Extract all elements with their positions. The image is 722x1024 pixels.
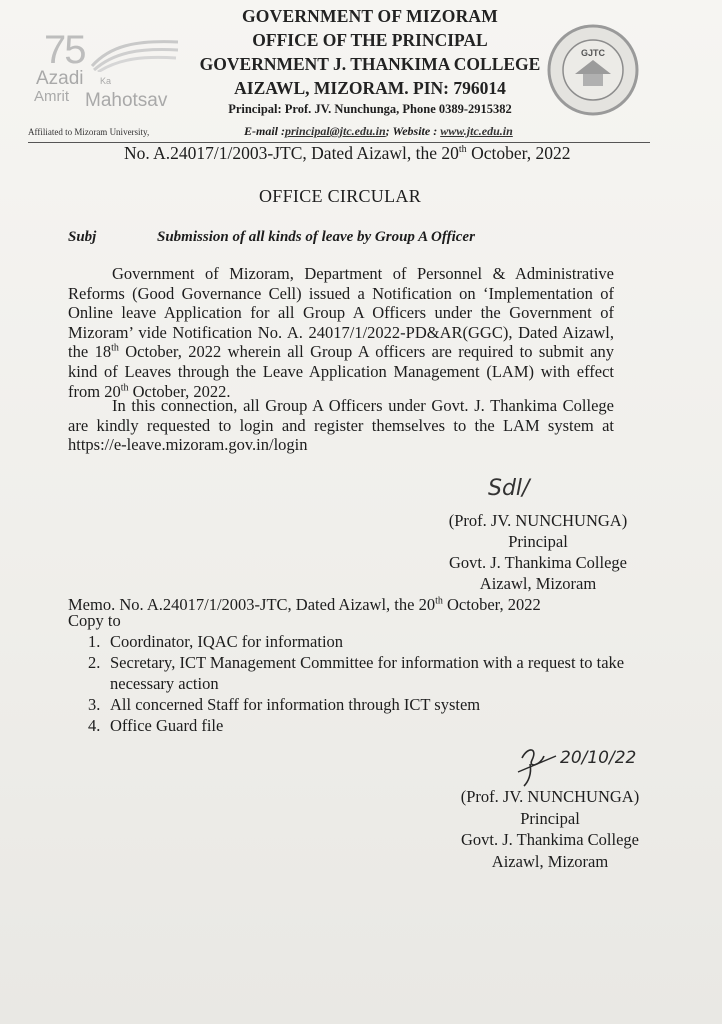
subject-text: Submission of all kinds of leave by Group A Officer (157, 229, 475, 245)
handwritten-date: 20/10/22 (560, 748, 637, 768)
website-label: ; Website : (385, 124, 438, 138)
signatory-designation: Principal (508, 532, 568, 551)
signature-mark: Sdl/ (488, 476, 530, 501)
list-item: 1. Coordinator, IQAC for information (88, 632, 344, 651)
copy-to-label: Copy to (68, 611, 121, 630)
email-label: E-mail : (244, 124, 285, 138)
signatory-designation: Principal (520, 808, 580, 828)
college-seal (545, 22, 641, 118)
signature-block-1 (372, 510, 704, 594)
memo-number: Memo. No. A.24017/1/2003-JTC, Dated Aizawl, the 20th October, 2022 (68, 595, 541, 614)
document-title: OFFICE CIRCULAR (258, 186, 422, 206)
header-principal-phone: Principal: Prof. JV. Nunchunga, Phone 0389-2915382 (228, 102, 512, 116)
body-paragraph-2: In this connection, all Group A Officers under Govt. J. Thankima College are kindly requested to login and register themselves to the LAM system at https://e-leave.mizoram.gov.in/login (68, 396, 614, 455)
azadi-logo (30, 28, 190, 118)
email-link[interactable]: principal@jtc.edu.in (285, 124, 386, 138)
flag-swoosh-icon (90, 36, 180, 72)
logo-number: 75 (44, 28, 85, 72)
signatory-college: Govt. J. Thankima College (461, 830, 639, 849)
copy-list (88, 631, 628, 736)
seal-text: GJTC (580, 48, 606, 58)
header-office: OFFICE OF THE PRINCIPAL (252, 30, 488, 50)
list-item: 4. Office Guard file (88, 716, 224, 735)
logo-line3: Amrit (34, 88, 69, 105)
signatory-name: (Prof. JV. NUNCHUNGA) (460, 787, 640, 806)
header-address: AIZAWL, MIZORAM. PIN: 796014 (234, 78, 506, 98)
body-paragraph-1: Government of Mizoram, Department of Personnel & Administrative Reforms (Good Governance Cell) issued a Notification on ‘Implementation of Online leave Application for all Group A Officers under the Government of Mizoram’ vide Notification No. A. 24017/1/2022-PD&AR(GGC), Dated Aizawl, the 18th October, 2022 wherein all Group A officers are required to submit any kind of Leaves through the Leave Application Management (LAM) with effect from 20th October, 2022. (68, 264, 614, 401)
website-link[interactable]: www.jtc.edu.in (440, 124, 513, 138)
logo-line2: Ka (100, 76, 112, 86)
signature-block-2 (400, 786, 700, 872)
signatory-place: Aizawl, Mizoram (479, 574, 597, 593)
header-government: GOVERNMENT OF MIZORAM (241, 6, 498, 26)
logo-line4: Mahotsav (85, 90, 168, 111)
signatory-college: Govt. J. Thankima College (449, 553, 627, 572)
contact-line (244, 124, 513, 139)
subject-label: Subj (68, 229, 97, 245)
signatory-name: (Prof. JV. NUNCHUNGA) (448, 511, 628, 530)
signatory-place: Aizawl, Mizoram (491, 851, 609, 871)
list-item: 2. Secretary, ICT Management Committee for information with a request to take necessary action (88, 653, 625, 693)
list-item: 3. All concerned Staff for information through ICT system (88, 695, 481, 714)
header-college: GOVERNMENT J. THANKIMA COLLEGE (199, 54, 541, 74)
reference-number: No. A.24017/1/2003-JTC, Dated Aizawl, the 20th October, 2022 (124, 143, 571, 163)
logo-line1: Azadi (36, 68, 84, 89)
affiliation: Affiliated to Mizoram University, (28, 127, 150, 137)
